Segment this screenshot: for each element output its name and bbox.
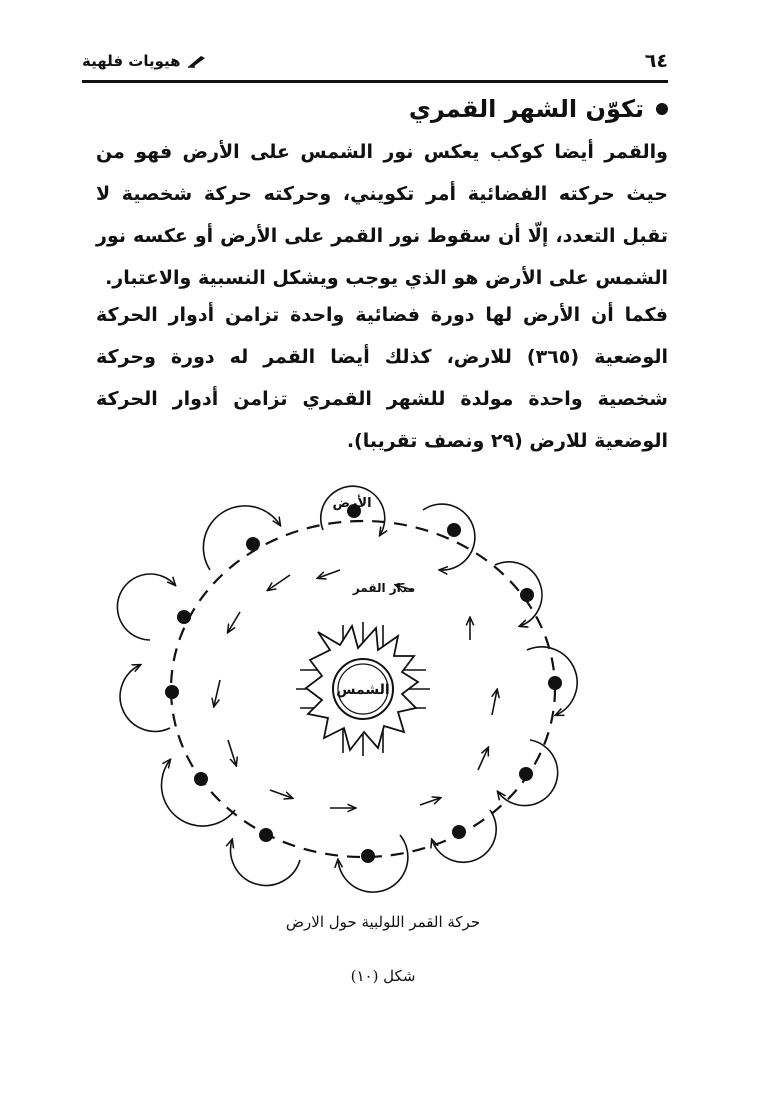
header-rule bbox=[82, 80, 668, 83]
section-title-text: تكوّن الشهر القمري bbox=[408, 95, 644, 123]
pen-icon bbox=[187, 54, 207, 68]
running-title bbox=[82, 52, 207, 70]
running-title-text: هيويات فلهية bbox=[82, 52, 181, 70]
paragraph-2: فكما أن الأرض لها دورة فضائية واحدة تزامن أدوار الحركة الوضعية (٣٦٥) للارض، كذلك أيضا القمر له دورة وحركة شخصية واحدة مولدة للشهر القمري تزامن أدوار الحركة الوضعية للارض (٢٩ ونصف تقريبا). bbox=[96, 304, 668, 452]
lunar-orbit-diagram bbox=[100, 460, 660, 910]
label-moon-orbit: مدار القمر bbox=[352, 581, 416, 595]
figure-number: شكل (١٠) bbox=[350, 967, 416, 985]
paragraph-1: والقمر أيضا كوكب يعكس نور الشمس على الأرض فهو من حيث حركته الفضائية أمر تكويني، وحركته حركة شخصية لا تقبل التعدد، إلّا أن سقوط نور القمر على الأرض أو عكسه نور الشمس على الأرض هو الذي يوجب ويشكل النسبية والاعتبار. bbox=[96, 141, 668, 289]
figure-caption: حركة القمر اللولبية حول الارض bbox=[285, 913, 481, 931]
bullet-icon bbox=[656, 103, 668, 115]
page-number: ٦٤ bbox=[644, 50, 668, 72]
section-title bbox=[409, 95, 668, 123]
label-earth: الأرض bbox=[332, 496, 372, 511]
label-sun: الشمس bbox=[336, 682, 390, 698]
page-header bbox=[82, 44, 668, 78]
